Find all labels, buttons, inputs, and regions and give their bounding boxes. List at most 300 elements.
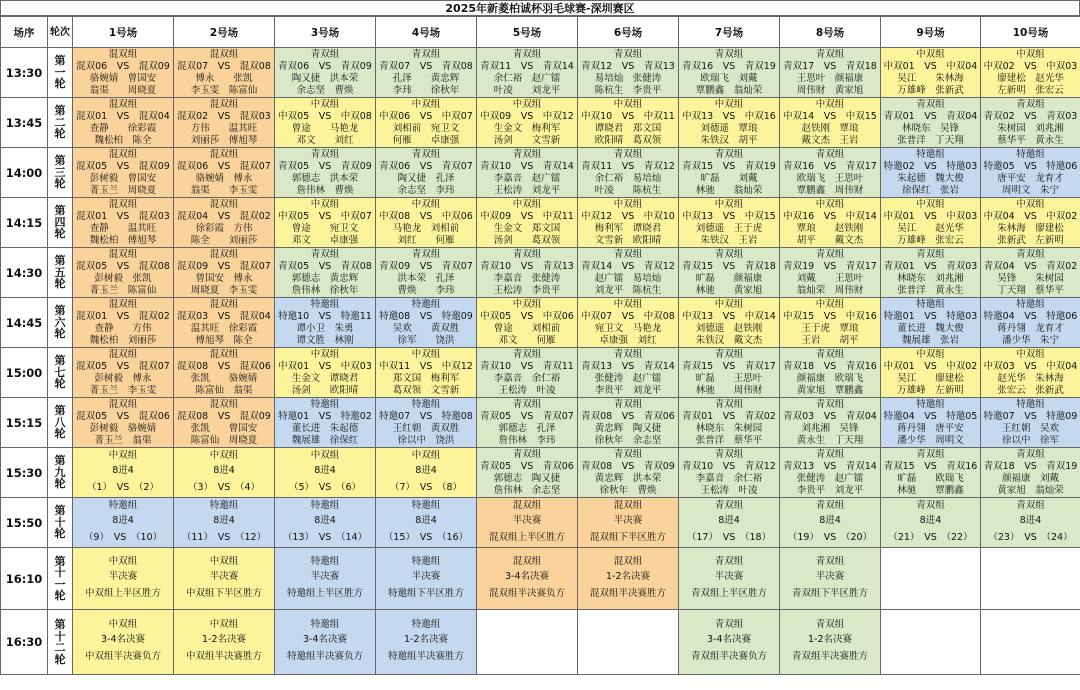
team-players-bottom: 李贵平 刘龙平 xyxy=(796,484,864,496)
match-teams: 中双12 VS 中双10 xyxy=(581,210,675,222)
match-teams: 青双15 VS 青双16 xyxy=(883,460,978,472)
match-cell xyxy=(73,448,174,498)
schedule-row xyxy=(1,548,1080,610)
match-cell xyxy=(275,498,376,548)
bracket-label: （3） VS （4） xyxy=(187,481,261,493)
match-teams: 青双16 VS 青双19 xyxy=(682,60,776,72)
team-players-bottom: 魏松柏 陈全 xyxy=(94,134,152,146)
match-cell xyxy=(578,448,679,498)
team-players-top: 旷磊 欧瑞飞 xyxy=(897,472,964,484)
group-label: 青双组 xyxy=(1016,448,1045,460)
team-players-bottom: 詹伟林 余志坚 xyxy=(493,484,561,496)
group-label: 中双组 xyxy=(108,555,138,567)
team-players-top: 傅永 张凯 xyxy=(195,72,253,84)
match-cell xyxy=(376,548,477,610)
team-players-bottom: 徐秋年 曹焕 xyxy=(599,484,657,496)
schedule-row xyxy=(1,348,1080,398)
match-cell xyxy=(679,548,780,610)
team-players-top: 曾途 刘相前 xyxy=(493,322,561,334)
team-players-bottom: 叶凌 刘龙平 xyxy=(493,84,561,96)
match-cell xyxy=(679,198,780,248)
match-teams: 青双15 VS 青双18 xyxy=(682,260,776,272)
match-cell xyxy=(780,148,881,198)
match-cell xyxy=(578,248,679,298)
team-players-bottom: 周伟财 黄家旭 xyxy=(796,84,864,96)
match-teams: 中双10 VS 中双11 xyxy=(581,110,675,122)
group-label: 青双组 xyxy=(916,499,945,511)
group-label: 青双组 xyxy=(1016,499,1045,511)
match-cell xyxy=(275,48,376,98)
round-cell xyxy=(48,48,73,98)
match-cell xyxy=(881,348,981,398)
group-label: 青双组 xyxy=(714,555,744,567)
group-label: 中双组 xyxy=(1016,198,1045,210)
round-char: 八 xyxy=(54,415,66,429)
match-cell xyxy=(477,348,578,398)
stage-label: 半决赛 xyxy=(815,570,845,582)
team-players-top: 郑文国 梅利军 xyxy=(392,372,460,384)
schedule-body xyxy=(1,48,1080,675)
group-label: 混双组 xyxy=(209,98,239,110)
header-court-1: 1号场 xyxy=(73,17,174,48)
team-players-top: 温其旺 徐彩霞 xyxy=(190,322,258,334)
bracket-label: 中双组半决赛胜方 xyxy=(185,651,262,662)
team-players-bottom: 潘少华 周明文 xyxy=(897,434,964,446)
bracket-label: （17） VS （18） xyxy=(686,531,772,543)
group-label: 特邀组 xyxy=(916,298,945,310)
bracket-label: （11） VS （12） xyxy=(181,531,267,543)
match-cell xyxy=(981,498,1080,548)
time-cell: 16:10 xyxy=(1,548,48,610)
team-players-bottom: 徐军 饶洪 xyxy=(397,334,455,346)
group-label: 青双组 xyxy=(714,248,744,260)
match-teams: 中双03 VS 中双04 xyxy=(983,360,1078,372)
stage-label: 8进4 xyxy=(314,514,336,526)
match-teams: 混双05 VS 混双08 xyxy=(76,260,170,272)
group-label: 中双组 xyxy=(714,98,744,110)
team-players-top: 宛卫文 马艳龙 xyxy=(594,322,662,334)
match-cell xyxy=(679,398,780,448)
team-players-top: 朱起德 魏大俊 xyxy=(897,172,964,184)
match-cell xyxy=(174,248,275,298)
team-players-bottom: 丁天翔 蔡华平 xyxy=(997,284,1064,296)
team-players-bottom: 菁玉兰 周晓夏 xyxy=(89,184,157,196)
match-teams: 青双10 VS 青双14 xyxy=(480,160,574,172)
group-label: 特邀组 xyxy=(411,499,441,511)
round-char: 第 xyxy=(54,554,66,568)
match-teams: 特邀07 VS 特邀08 xyxy=(379,410,473,422)
group-label: 青双组 xyxy=(512,448,542,460)
team-players-top: 张健涛 赵广镭 xyxy=(796,472,864,484)
group-label: 青双组 xyxy=(1016,248,1045,260)
match-cell xyxy=(477,148,578,198)
group-label: 特邀组 xyxy=(411,619,441,630)
group-label: 青双组 xyxy=(411,148,441,160)
team-players-bottom: 邓文 刘红 xyxy=(296,134,354,146)
round-char: 第 xyxy=(54,254,66,268)
group-label: 青双组 xyxy=(815,248,845,260)
group-label: 特邀组 xyxy=(411,298,441,310)
group-label: 中双组 xyxy=(310,348,340,360)
schedule-row xyxy=(1,198,1080,248)
group-label: 特邀组 xyxy=(1016,398,1045,410)
group-label: 青双组 xyxy=(411,48,441,60)
match-cell xyxy=(578,348,679,398)
group-label: 青双组 xyxy=(512,398,542,410)
team-players-top: 吴欢 黄双胜 xyxy=(392,322,460,334)
match-teams: 青双10 VS 青双13 xyxy=(480,260,574,272)
bracket-label: 中双组下半区胜方 xyxy=(185,587,262,599)
group-label: 青双组 xyxy=(815,448,845,460)
match-cell xyxy=(477,198,578,248)
group-label: 青双组 xyxy=(310,48,340,60)
match-cell xyxy=(981,398,1080,448)
header-court-9: 9号场 xyxy=(881,17,981,48)
header-round: 轮次 xyxy=(48,17,73,48)
time-cell: 15:15 xyxy=(1,398,48,448)
stage-label: 8进4 xyxy=(415,464,437,476)
group-label: 青双组 xyxy=(512,348,542,360)
match-teams: 青双06 VS 青双09 xyxy=(278,60,372,72)
match-cell xyxy=(780,398,881,448)
team-players-top: 廖建松 赵光华 xyxy=(997,72,1064,84)
stage-label: 半决赛 xyxy=(310,570,340,582)
bracket-label: （7） VS （8） xyxy=(389,481,463,493)
team-players-top: 李嘉音 余仁裕 xyxy=(493,372,561,384)
team-players-bottom: 邓文 何雁 xyxy=(498,334,556,346)
bracket-label: （1） VS （2） xyxy=(86,481,160,493)
match-teams: 混双01 VS 混双02 xyxy=(76,310,170,322)
match-cell xyxy=(275,298,376,348)
match-teams: 青双13 VS 青双14 xyxy=(783,460,877,472)
group-label: 青双组 xyxy=(310,148,340,160)
match-teams: 中双13 VS 中双16 xyxy=(682,110,776,122)
bracket-label: （9） VS （10） xyxy=(83,531,163,543)
team-players-top: 谭晓君 郑文国 xyxy=(594,122,662,134)
match-cell xyxy=(780,48,881,98)
match-cell xyxy=(578,398,679,448)
match-cell xyxy=(275,398,376,448)
bracket-label: 特邀组上半区胜方 xyxy=(286,587,363,599)
bracket-label: 青双组半决赛负方 xyxy=(690,651,767,662)
team-players-bottom: 余志坚 李玮 xyxy=(397,184,455,196)
team-players-top: 李嘉音 赵广镭 xyxy=(493,172,561,184)
match-cell xyxy=(679,248,780,298)
group-label: 青双组 xyxy=(613,398,643,410)
time-cell: 16:30 xyxy=(1,610,48,675)
group-label: 混双组 xyxy=(108,248,138,260)
time-cell: 14:15 xyxy=(1,198,48,248)
group-label: 特邀组 xyxy=(108,499,138,511)
team-players-bottom: 林驰 周伟财 xyxy=(695,384,763,396)
team-players-top: 陶又捷 孔泽 xyxy=(397,172,455,184)
team-players-bottom: 翁渠 周晓夏 xyxy=(89,84,157,96)
match-cell xyxy=(679,48,780,98)
match-cell xyxy=(981,148,1080,198)
match-teams: 特邀08 VS 特邀09 xyxy=(379,310,473,322)
team-players-bottom: 王松涛 叶凌 xyxy=(498,384,556,396)
group-label: 混双组 xyxy=(613,555,643,567)
team-players-bottom: 黄家旭 覃鹏鑫 xyxy=(796,384,864,396)
match-cell xyxy=(679,98,780,148)
match-cell xyxy=(981,98,1080,148)
match-cell xyxy=(477,448,578,498)
team-players-top: 张凯 曾国安 xyxy=(190,422,258,434)
match-cell xyxy=(780,448,881,498)
team-players-top: 彭树毅 曾国安 xyxy=(89,172,157,184)
group-label: 青双组 xyxy=(512,148,542,160)
team-players-bottom: 汤剑 文雪新 xyxy=(493,134,561,146)
round-cell xyxy=(48,498,73,548)
header-court-5: 5号场 xyxy=(477,17,578,48)
team-players-top: 骆婉婧 傅永 xyxy=(195,172,253,184)
team-players-bottom: 张宏云 张新武 xyxy=(997,384,1064,396)
group-label: 中双组 xyxy=(512,298,542,310)
bracket-label: 青双组半决赛胜方 xyxy=(791,651,868,662)
team-players-bottom: 王岩 胡平 xyxy=(801,334,859,346)
match-teams: 青双18 VS 青双19 xyxy=(983,460,1078,472)
team-players-bottom: 张新武 左新明 xyxy=(997,234,1064,246)
team-players-top: 李嘉音 余仁裕 xyxy=(695,472,763,484)
match-teams: 混双06 VS 混双07 xyxy=(177,160,271,172)
team-players-top: 林晓东 刘兆湘 xyxy=(897,272,964,284)
group-label: 特邀组 xyxy=(310,555,340,567)
bracket-label: 特邀组下半区胜方 xyxy=(387,587,464,599)
team-players-bottom: 覃鹏鑫 周伟财 xyxy=(796,184,864,196)
team-players-top: 郭德志 黄忠辉 xyxy=(291,272,359,284)
group-label: 中双组 xyxy=(209,619,239,630)
team-players-top: 黄忠辉 陶又捷 xyxy=(594,422,662,434)
match-teams: 青双16 VS 青双17 xyxy=(783,160,877,172)
round-char: 第 xyxy=(54,404,66,418)
team-players-top: 谭小卫 朱勇 xyxy=(296,322,354,334)
round-char: 五 xyxy=(54,265,66,279)
match-teams: 中双01 VS 中双03 xyxy=(883,210,978,222)
stage-label: 8进4 xyxy=(718,514,740,526)
match-teams: 中双16 VS 中双14 xyxy=(783,210,877,222)
match-cell xyxy=(679,448,780,498)
match-cell xyxy=(780,198,881,248)
match-cell xyxy=(477,548,578,610)
match-cell xyxy=(174,98,275,148)
team-players-top: 梅利军 谭晓君 xyxy=(594,222,662,234)
match-teams: 中双08 VS 中双06 xyxy=(379,210,473,222)
schedule-row xyxy=(1,98,1080,148)
match-teams: 青双17 VS 青双18 xyxy=(783,60,877,72)
stage-label: 半决赛 xyxy=(209,570,239,582)
stage-label: 8进4 xyxy=(1019,514,1042,526)
team-players-top: 林晓东 吴锋 xyxy=(901,122,959,134)
team-players-top: 骆婉婧 曾国安 xyxy=(89,72,157,84)
time-cell: 14:30 xyxy=(1,248,48,298)
group-label: 中双组 xyxy=(310,198,340,210)
team-players-top: 欧瑞飞 王思叶 xyxy=(796,172,864,184)
team-players-bottom: 文雪新 欧阳晴 xyxy=(594,234,662,246)
team-players-bottom: 林驰 黄家旭 xyxy=(695,284,763,296)
group-label: 混双组 xyxy=(108,348,138,360)
match-teams: 青双05 VS 青双07 xyxy=(480,410,574,422)
team-players-bottom: 翁渠 李玉雯 xyxy=(190,184,258,196)
round-char: 三 xyxy=(54,165,66,179)
round-char: 七 xyxy=(54,365,66,379)
match-cell xyxy=(376,298,477,348)
match-teams: 特邀07 VS 特邀09 xyxy=(983,410,1078,422)
stage-label: 8进4 xyxy=(112,464,134,476)
round-char: 一 xyxy=(54,65,66,79)
team-players-bottom: 王松涛 叶凌 xyxy=(700,484,758,496)
round-char: 第 xyxy=(54,618,66,631)
round-cell xyxy=(48,248,73,298)
round-cell xyxy=(48,198,73,248)
match-teams: 混双06 VS 混双09 xyxy=(76,60,170,72)
match-cell xyxy=(881,498,981,548)
team-players-top: 易培灿 张健涛 xyxy=(594,72,662,84)
match-teams: 青双18 VS 青双16 xyxy=(783,360,877,372)
match-teams: 青双01 VS 青双02 xyxy=(682,410,776,422)
match-cell xyxy=(881,48,981,98)
match-cell xyxy=(275,198,376,248)
group-label: 特邀组 xyxy=(209,499,239,511)
match-cell xyxy=(376,348,477,398)
round-char: 十 xyxy=(54,515,66,529)
bracket-label: 青双组上半区胜方 xyxy=(690,587,767,599)
match-cell xyxy=(981,248,1080,298)
team-players-top: 生金文 梅利军 xyxy=(493,122,561,134)
header-court-7: 7号场 xyxy=(679,17,780,48)
match-teams: 青双01 VS 青双03 xyxy=(883,260,978,272)
team-players-bottom: 刘红 何雁 xyxy=(397,234,455,246)
team-players-bottom: 黄家旭 翁灿荣 xyxy=(997,484,1064,496)
team-players-bottom: 邓文 卓康强 xyxy=(291,234,359,246)
match-teams: 青双03 VS 青双04 xyxy=(783,410,877,422)
team-players-top: 洪本荣 孔泽 xyxy=(397,272,455,284)
group-label: 中双组 xyxy=(411,198,441,210)
team-players-bottom: 周晓夏 李玉雯 xyxy=(190,284,258,296)
team-players-top: 查静 徐彩霞 xyxy=(89,122,157,134)
group-label: 青双组 xyxy=(815,398,845,410)
team-players-bottom: 何雁 卓康强 xyxy=(392,134,460,146)
match-cell xyxy=(881,98,981,148)
group-label: 中双组 xyxy=(815,198,845,210)
schedule-row xyxy=(1,448,1080,498)
round-char: 第 xyxy=(54,154,66,168)
group-label: 青双组 xyxy=(714,348,744,360)
match-teams: 青双08 VS 青双06 xyxy=(581,410,675,422)
round-char: 轮 xyxy=(54,127,66,141)
team-players-top: 刘德遥 覃琅 xyxy=(700,122,758,134)
team-players-top: 彭树毅 张凯 xyxy=(94,272,152,284)
group-label: 混双组 xyxy=(209,48,239,60)
match-teams: 青双09 VS 青双07 xyxy=(379,260,473,272)
bracket-label: 中双组半决赛负方 xyxy=(84,651,161,662)
team-players-top: 方伟 温其旺 xyxy=(190,122,258,134)
team-players-top: 董长进 朱起德 xyxy=(291,422,359,434)
team-players-top: 郭德志 陶又捷 xyxy=(493,472,561,484)
match-teams: 中双01 VS 中双03 xyxy=(278,360,372,372)
schedule-row xyxy=(1,498,1080,548)
match-cell xyxy=(275,148,376,198)
team-players-bottom: 周明文 朱宁 xyxy=(1001,184,1059,196)
round-cell xyxy=(48,98,73,148)
group-label: 中双组 xyxy=(209,555,239,567)
stage-label: 3-4名决赛 xyxy=(100,634,146,645)
match-cell xyxy=(174,148,275,198)
team-players-top: 曾途 宛卫文 xyxy=(291,222,359,234)
team-players-top: 刘兆湘 吴锋 xyxy=(801,422,859,434)
match-cell xyxy=(275,248,376,298)
match-teams: 中双06 VS 中双07 xyxy=(379,110,473,122)
team-players-bottom: 徐以中 饶洪 xyxy=(397,434,455,446)
match-cell xyxy=(376,610,477,675)
match-cell xyxy=(981,448,1080,498)
team-players-top: 张健涛 赵广镭 xyxy=(594,372,662,384)
team-players-bottom: 余志坚 曹焕 xyxy=(296,84,354,96)
match-cell xyxy=(578,498,679,548)
match-teams: 青双02 VS 青双03 xyxy=(983,110,1078,122)
match-teams: 特邀01 VS 特邀03 xyxy=(883,310,978,322)
team-players-bottom: 林驰 覃鹏鑫 xyxy=(897,484,964,496)
group-label: 特邀组 xyxy=(310,298,340,310)
team-players-top: 覃琅 赵铁刚 xyxy=(796,222,864,234)
match-cell xyxy=(578,298,679,348)
group-label: 中双组 xyxy=(916,348,945,360)
match-cell xyxy=(881,610,981,675)
group-label: 青双组 xyxy=(815,48,845,60)
header-row xyxy=(1,17,1080,48)
team-players-top: 蒋丹翎 唐平安 xyxy=(897,422,964,434)
header-court-6: 6号场 xyxy=(578,17,679,48)
team-players-bottom: 詹伟林 曹焕 xyxy=(296,184,354,196)
match-cell xyxy=(881,248,981,298)
bracket-label: 混双组下半区胜方 xyxy=(589,531,666,543)
team-players-bottom: 张普洋 丁天翔 xyxy=(897,134,964,146)
group-label: 青双组 xyxy=(512,248,542,260)
team-players-bottom: 詹伟林 李玮 xyxy=(498,434,556,446)
match-cell xyxy=(780,248,881,298)
team-players-bottom: 左新明 张宏云 xyxy=(997,84,1064,96)
team-players-top: 吴江 朱林海 xyxy=(897,72,964,84)
team-players-top: 朱林海 廖建松 xyxy=(997,222,1064,234)
team-players-bottom: 欧阳晴 葛双领 xyxy=(594,134,662,146)
team-players-bottom: 汤剑 欧阳晴 xyxy=(291,384,359,396)
match-teams: 混双02 VS 混双03 xyxy=(177,110,271,122)
bracket-label: （23） VS （24） xyxy=(988,531,1073,543)
team-players-bottom: 朱铁汉 胡平 xyxy=(700,134,758,146)
team-players-top: 徐彩霞 方伟 xyxy=(195,222,253,234)
group-label: 中双组 xyxy=(916,198,945,210)
bracket-label: （19） VS （20） xyxy=(787,531,873,543)
match-teams: 中双01 VS 中双02 xyxy=(883,360,978,372)
round-char: 一 xyxy=(54,577,66,591)
team-players-bottom: 菁玉兰 李玉雯 xyxy=(89,384,157,396)
header-court-8: 8号场 xyxy=(780,17,881,48)
team-players-top: 查静 方伟 xyxy=(94,322,152,334)
match-cell xyxy=(275,610,376,675)
group-label: 混双组 xyxy=(209,248,239,260)
team-players-bottom: 李玉雯 陈富仙 xyxy=(190,84,258,96)
team-players-top: 马艳龙 刘相前 xyxy=(392,222,460,234)
group-label: 特邀组 xyxy=(310,398,340,410)
match-cell xyxy=(376,448,477,498)
match-teams: 特邀01 VS 特邀02 xyxy=(278,410,372,422)
match-teams: 中双09 VS 中双12 xyxy=(480,110,574,122)
match-teams: 特邀05 VS 特邀06 xyxy=(983,160,1078,172)
team-players-top: 赵光华 朱林海 xyxy=(997,372,1064,384)
team-players-bottom: 徐秋年 余志坚 xyxy=(594,434,662,446)
match-teams: 青双10 VS 青双12 xyxy=(682,460,776,472)
team-players-top: 余仁裕 赵广镭 xyxy=(493,72,561,84)
group-label: 混双组 xyxy=(209,348,239,360)
